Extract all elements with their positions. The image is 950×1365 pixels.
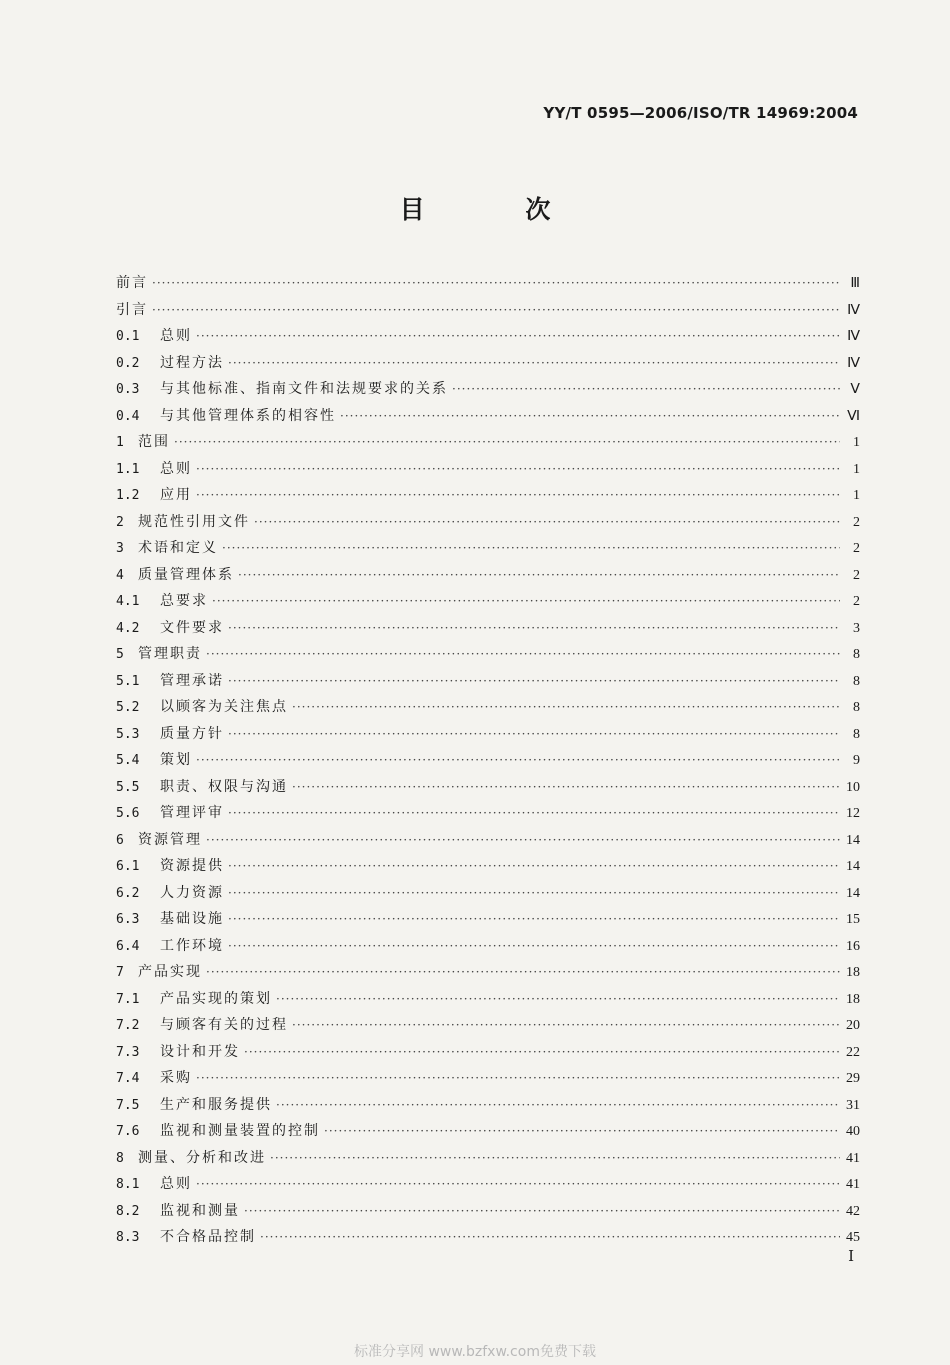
toc-entry-title: 不合格品控制 (160, 1229, 256, 1245)
toc-entry-title: 资源管理 (138, 831, 202, 848)
toc-leader-dots (228, 615, 840, 642)
toc-entry[interactable] (116, 1065, 860, 1092)
toc-entry-title: 应用 (160, 487, 192, 503)
toc-entry-page: 18 (846, 965, 860, 980)
toc-entry[interactable] (116, 1171, 860, 1198)
toc-entry-page: 18 (846, 991, 860, 1007)
toc-entry-number: 7.1 (116, 991, 140, 1007)
toc-entry-page: 29 (846, 1071, 860, 1086)
toc-entry[interactable] (116, 641, 860, 668)
toc-entry-page: Ⅳ (847, 355, 860, 371)
toc-leader-dots (174, 429, 840, 456)
toc-entry-title: 管理职责 (138, 646, 202, 662)
toc-entry[interactable] (116, 1145, 860, 1172)
table-of-contents (116, 270, 860, 1251)
toc-entry-number: 7.2 (116, 1018, 140, 1033)
toc-entry-number: 8.1 (116, 1177, 140, 1192)
toc-entry-page: 14 (846, 859, 860, 874)
toc-entry[interactable] (116, 403, 860, 430)
toc-leader-dots (260, 1224, 840, 1251)
toc-entry-title: 总则 (160, 1176, 192, 1192)
toc-entry-page: 14 (846, 832, 860, 848)
toc-entry-number: 5.2 (116, 700, 140, 715)
toc-entry-title: 总则 (160, 328, 192, 344)
toc-entry-title: 产品实现的策划 (160, 990, 272, 1007)
toc-entry-number: 3 (116, 541, 124, 556)
toc-entry-title: 术语和定义 (138, 540, 218, 556)
toc-entry[interactable] (116, 429, 860, 456)
toc-leader-dots (452, 376, 840, 403)
toc-entry-title: 过程方法 (160, 354, 224, 371)
toc-leader-dots (196, 482, 840, 509)
toc-entry[interactable] (116, 509, 860, 536)
toc-entry[interactable] (116, 482, 860, 509)
toc-entry-number: 4 (116, 567, 124, 583)
toc-entry-title: 质量方针 (160, 725, 224, 742)
toc-leader-dots (276, 1092, 840, 1119)
toc-entry-title: 与其他管理体系的相容性 (160, 407, 336, 424)
toc-entry-title: 文件要求 (160, 619, 224, 636)
toc-entry[interactable] (116, 1092, 860, 1119)
toc-leader-dots (196, 1065, 840, 1092)
toc-entry-title: 资源提供 (160, 858, 224, 874)
toc-entry[interactable] (116, 297, 860, 324)
toc-leader-dots (228, 880, 840, 907)
toc-leader-dots (238, 562, 840, 589)
toc-entry[interactable] (116, 270, 860, 297)
toc-entry-number: 5.4 (116, 753, 140, 768)
toc-entry-page: Ⅳ (847, 329, 860, 344)
toc-leader-dots (254, 509, 840, 536)
toc-leader-dots (196, 456, 840, 483)
toc-entry-page: 45 (846, 1230, 860, 1245)
toc-entry-number: 7.4 (116, 1071, 140, 1086)
toc-entry-page: Ⅴ (850, 382, 860, 397)
toc-entry-page: 8 (853, 673, 860, 689)
toc-entry-title: 前言 (116, 275, 148, 291)
toc-entry-title: 总则 (160, 460, 192, 477)
toc-entry-title: 监视和测量装置的控制 (160, 1123, 320, 1139)
toc-entry-number: 8 (116, 1150, 124, 1166)
toc-leader-dots (196, 323, 840, 350)
toc-entry-title: 设计和开发 (160, 1043, 240, 1060)
toc-entry[interactable] (116, 456, 860, 483)
toc-entry-page: 3 (853, 620, 860, 636)
toc-entry-page: 2 (853, 541, 860, 556)
toc-leader-dots (212, 588, 840, 615)
toc-entry-number: 7.5 (116, 1097, 140, 1113)
document-code: YY/T 0595—2006/ISO/TR 14969:2004 (543, 104, 858, 122)
toc-entry-number: 7.3 (116, 1044, 140, 1060)
toc-entry-number: 1.2 (116, 488, 140, 503)
toc-entry-number: 4.2 (116, 620, 140, 636)
toc-entry[interactable] (116, 959, 860, 986)
toc-entry[interactable] (116, 1198, 860, 1225)
toc-entry-title: 生产和服务提供 (160, 1096, 272, 1113)
toc-leader-dots (244, 1198, 840, 1225)
toc-entry-page: 12 (846, 806, 860, 821)
toc-entry[interactable] (116, 880, 860, 907)
toc-entry-page: 2 (853, 567, 860, 583)
toc-leader-dots (270, 1145, 840, 1172)
toc-entry[interactable] (116, 747, 860, 774)
toc-leader-dots (228, 350, 840, 377)
toc-entry-page: 10 (846, 779, 860, 795)
toc-entry-title: 总要求 (160, 593, 208, 609)
toc-leader-dots (292, 1012, 840, 1039)
toc-entry-page: 1 (853, 435, 860, 450)
toc-leader-dots (228, 800, 840, 827)
toc-leader-dots (196, 1171, 840, 1198)
toc-entry-title: 监视和测量 (160, 1202, 240, 1219)
toc-leader-dots (196, 747, 840, 774)
toc-entry-page: 8 (853, 726, 860, 742)
toc-entry-number: 0.1 (116, 329, 140, 344)
toc-leader-dots (324, 1118, 840, 1145)
toc-entry-number: 5.6 (116, 806, 140, 821)
toc-entry-number: 8.2 (116, 1203, 140, 1219)
toc-entry-page: 2 (853, 514, 860, 530)
toc-entry[interactable] (116, 535, 860, 562)
toc-entry[interactable] (116, 350, 860, 377)
toc-entry-title: 人力资源 (160, 884, 224, 901)
toc-entry-page: 1 (853, 461, 860, 477)
toc-entry-title: 引言 (116, 301, 148, 318)
toc-entry[interactable] (116, 800, 860, 827)
toc-entry-number: 7.6 (116, 1124, 140, 1139)
toc-entry-page: 8 (853, 700, 860, 715)
toc-entry[interactable] (116, 906, 860, 933)
toc-entry[interactable] (116, 668, 860, 695)
toc-entry-page: 1 (853, 488, 860, 503)
toc-entry-page: Ⅳ (847, 302, 860, 318)
toc-entry[interactable] (116, 1012, 860, 1039)
toc-entry-page: 41 (846, 1177, 860, 1192)
toc-leader-dots (276, 986, 840, 1013)
watermark: 标准分享网 www.bzfxw.com免费下载 (354, 1344, 596, 1360)
toc-leader-dots (244, 1039, 840, 1066)
toc-entry-number: 4.1 (116, 594, 140, 609)
toc-entry[interactable] (116, 1039, 860, 1066)
toc-entry-page: Ⅵ (847, 408, 860, 424)
toc-leader-dots (206, 959, 840, 986)
toc-entry[interactable] (116, 323, 860, 350)
toc-leader-dots (228, 906, 840, 933)
toc-entry-title: 产品实现 (138, 964, 202, 980)
toc-entry-page: 40 (846, 1124, 860, 1139)
toc-leader-dots (228, 853, 840, 880)
toc-entry-page: 15 (846, 912, 860, 927)
toc-entry[interactable] (116, 1224, 860, 1251)
toc-entry-page: 22 (846, 1044, 860, 1060)
toc-entry-page: 31 (846, 1097, 860, 1113)
toc-leader-dots (206, 827, 840, 854)
toc-entry-title: 以顾客为关注焦点 (160, 699, 288, 715)
toc-entry-number: 5.5 (116, 779, 140, 795)
toc-entry-number: 1 (116, 435, 124, 450)
toc-entry-title: 质量管理体系 (138, 566, 234, 583)
toc-entry-page: 14 (846, 885, 860, 901)
toc-entry-title: 规范性引用文件 (138, 513, 250, 530)
toc-entry-number: 6 (116, 832, 124, 848)
toc-entry-page: 8 (853, 647, 860, 662)
toc-entry-number: 0.2 (116, 355, 140, 371)
toc-entry-page: 42 (846, 1203, 860, 1219)
toc-entry-title: 管理承诺 (160, 672, 224, 689)
toc-entry-page: 2 (853, 594, 860, 609)
toc-entry-page: 41 (846, 1150, 860, 1166)
toc-entry[interactable] (116, 588, 860, 615)
toc-entry[interactable] (116, 721, 860, 748)
toc-entry-title: 与顾客有关的过程 (160, 1017, 288, 1033)
toc-entry-title: 采购 (160, 1070, 192, 1086)
toc-entry-title: 工作环境 (160, 937, 224, 954)
toc-entry-number: 1.1 (116, 461, 140, 477)
toc-entry[interactable] (116, 1118, 860, 1145)
toc-entry-title: 管理评审 (160, 805, 224, 821)
toc-leader-dots (228, 933, 840, 960)
toc-entry-number: 6.1 (116, 859, 140, 874)
toc-entry-page: 16 (846, 938, 860, 954)
toc-leader-dots (222, 535, 840, 562)
toc-entry[interactable] (116, 986, 860, 1013)
toc-entry-number: 5.3 (116, 726, 140, 742)
toc-entry-number: 6.4 (116, 938, 140, 954)
toc-entry[interactable] (116, 562, 860, 589)
toc-entry[interactable] (116, 694, 860, 721)
page-title: 目 次 (399, 195, 597, 224)
toc-entry-page: 9 (853, 753, 860, 768)
toc-leader-dots (228, 668, 840, 695)
toc-entry-title: 测量、分析和改进 (138, 1149, 266, 1166)
toc-entry-number: 6.3 (116, 912, 140, 927)
toc-entry-number: 7 (116, 965, 124, 980)
page-number: I (848, 1247, 854, 1265)
toc-entry-title: 范围 (138, 434, 170, 450)
toc-entry-number: 8.3 (116, 1230, 140, 1245)
toc-entry-title: 策划 (160, 752, 192, 768)
toc-entry-number: 5.1 (116, 673, 140, 689)
toc-leader-dots (292, 774, 840, 801)
toc-leader-dots (228, 721, 840, 748)
toc-entry-page: Ⅲ (850, 276, 860, 291)
toc-leader-dots (152, 270, 840, 297)
toc-entry[interactable] (116, 853, 860, 880)
toc-entry-title: 基础设施 (160, 911, 224, 927)
toc-leader-dots (292, 694, 840, 721)
toc-entry-number: 5 (116, 647, 124, 662)
toc-leader-dots (206, 641, 840, 668)
toc-entry[interactable] (116, 615, 860, 642)
toc-entry-number: 6.2 (116, 885, 140, 901)
toc-entry[interactable] (116, 376, 860, 403)
toc-entry-page: 20 (846, 1018, 860, 1033)
toc-entry-title: 与其他标准、指南文件和法规要求的关系 (160, 381, 448, 397)
toc-entry[interactable] (116, 827, 860, 854)
toc-entry[interactable] (116, 933, 860, 960)
toc-entry-number: 0.4 (116, 408, 140, 424)
toc-entry-number: 2 (116, 514, 124, 530)
toc-entry-title: 职责、权限与沟通 (160, 778, 288, 795)
toc-entry-number: 0.3 (116, 382, 140, 397)
toc-entry[interactable] (116, 774, 860, 801)
toc-leader-dots (340, 403, 840, 430)
toc-leader-dots (152, 297, 840, 324)
